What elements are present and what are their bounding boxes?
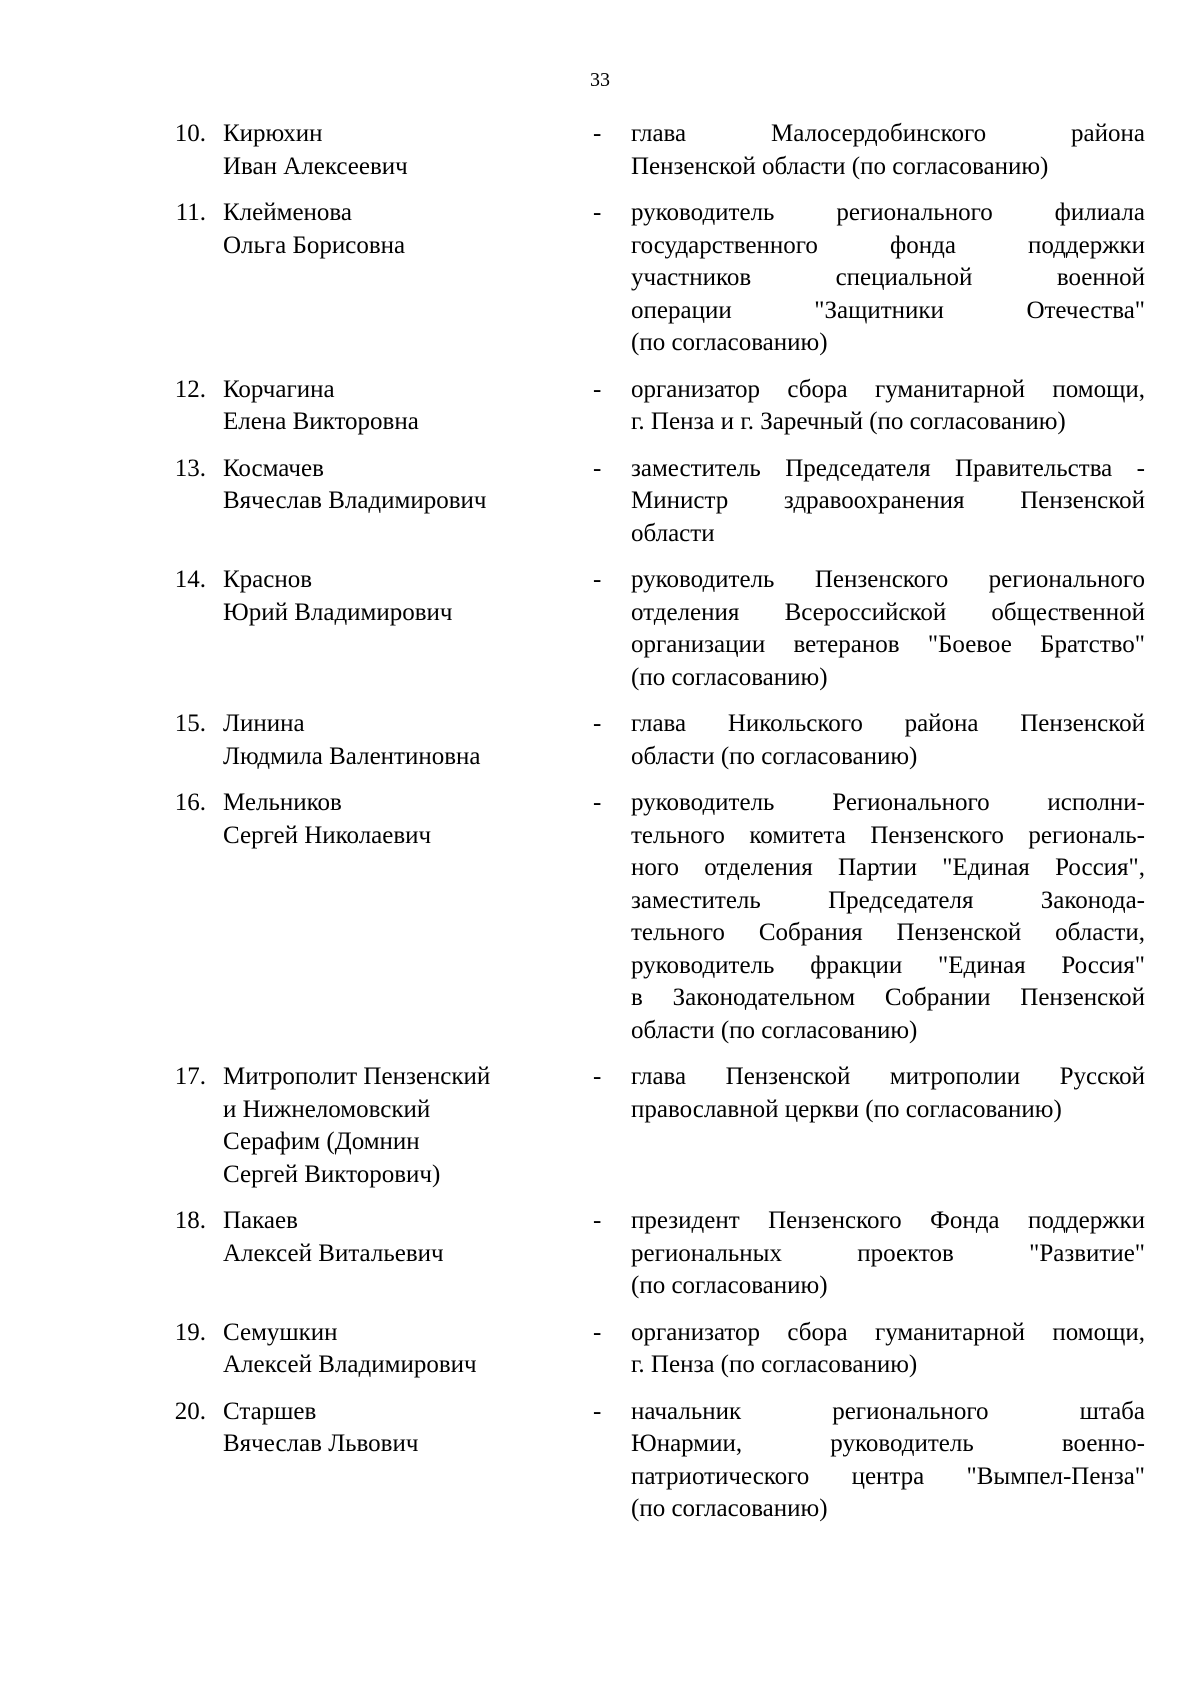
member-entry <box>0 1205 1200 1303</box>
member-role-line: глава Малосердобинского района <box>631 120 1145 147</box>
member-name-line: Алексей Витальевич <box>223 1239 444 1267</box>
separator-dash: - <box>593 789 602 816</box>
member-name <box>223 118 553 183</box>
member-role-line: заместитель Председателя Законода- <box>631 886 1145 914</box>
member-number: 19. <box>174 1318 206 1346</box>
member-role-line: (по согласованию) <box>631 1495 828 1522</box>
member-name-line: Мельников <box>223 789 342 816</box>
member-number: 18. <box>174 1207 206 1234</box>
member-name-line: Вячеслав Львович <box>223 1430 419 1457</box>
member-entry <box>0 564 1200 694</box>
member-role-line: тельного комитета Пензенского региональ- <box>631 821 1145 849</box>
member-role-line: области <box>631 519 715 547</box>
member-role-line: заместитель Председателя Правительства - <box>631 454 1145 482</box>
member-entry <box>0 1317 1200 1382</box>
member-entry <box>0 1061 1200 1191</box>
member-role-line: (по согласованию) <box>631 663 828 691</box>
member-entry <box>0 374 1200 439</box>
member-role-line: г. Пенза и г. Заречный (по согласованию) <box>631 408 1066 435</box>
member-role-line: организации ветеранов "Боевое Братство" <box>631 631 1145 658</box>
member-number: 16. <box>174 789 206 816</box>
separator-dash: - <box>593 1063 602 1090</box>
member-role-line: операции "Защитники Отечества" <box>631 296 1145 324</box>
separator-dash: - <box>593 1318 602 1346</box>
member-name-line: Елена Викторовна <box>223 408 419 435</box>
member-name-line: Алексей Владимирович <box>223 1351 477 1378</box>
member-name-line: Краснов <box>223 566 313 593</box>
member-name <box>223 1205 553 1270</box>
member-name-line: Кирюхин <box>223 120 323 147</box>
member-name-line: Ольга Борисовна <box>223 231 406 259</box>
member-number: 14. <box>174 566 206 593</box>
member-number: 13. <box>174 454 206 482</box>
page-number: 33 <box>590 69 610 91</box>
member-role-line: тельного Собрания Пензенской области, <box>631 919 1145 946</box>
member-number: 10. <box>174 120 206 147</box>
member-entry <box>0 118 1200 183</box>
member-role-line: руководитель регионального филиала <box>631 199 1145 226</box>
member-role <box>631 374 1145 439</box>
separator-dash: - <box>593 566 602 593</box>
member-number: 17. <box>174 1063 206 1090</box>
member-name-line: Корчагина <box>223 375 335 403</box>
member-role-line: Юнармии, руководитель военно- <box>631 1430 1145 1457</box>
member-name-line: Серафим (Домнин <box>223 1128 420 1155</box>
member-role-line: области (по согласованию) <box>631 1016 918 1044</box>
member-entry <box>0 197 1200 360</box>
member-role-line: ного отделения Партии "Единая Россия", <box>631 854 1145 881</box>
member-name-line: Митрополит Пензенский <box>223 1063 491 1090</box>
member-role-line: патриотического центра "Вымпел-Пенза" <box>631 1462 1145 1490</box>
member-entry <box>0 708 1200 773</box>
member-name-line: Линина <box>223 710 305 737</box>
member-role-line: глава Пензенской митрополии Русской <box>631 1063 1145 1090</box>
separator-dash: - <box>593 199 602 226</box>
member-role-line: отделения Всероссийской общественной <box>631 598 1145 626</box>
member-name-line: Пакаев <box>223 1207 298 1234</box>
member-role-line: организатор сбора гуманитарной помощи, <box>631 1318 1145 1346</box>
member-role <box>631 1061 1145 1191</box>
member-name <box>223 1061 553 1191</box>
member-name <box>223 453 553 518</box>
member-name-line: Иван Алексеевич <box>223 152 408 180</box>
member-name-line: Клейменова <box>223 199 352 226</box>
separator-dash: - <box>593 1397 602 1425</box>
separator-dash: - <box>593 454 602 482</box>
member-name-line: Людмила Валентиновна <box>223 742 481 770</box>
member-name-line: Старшев <box>223 1397 317 1425</box>
member-name-line: Сергей Николаевич <box>223 821 432 849</box>
member-name-line: Семушкин <box>223 1318 338 1346</box>
member-number: 12. <box>174 375 206 403</box>
member-role-line: Министр здравоохранения Пензенской <box>631 487 1145 514</box>
member-role <box>631 1317 1145 1382</box>
separator-dash: - <box>593 1207 602 1234</box>
member-role-line: области (по согласованию) <box>631 742 918 770</box>
member-name <box>223 197 553 262</box>
member-role-line: президент Пензенского Фонда поддержки <box>631 1207 1145 1234</box>
member-role <box>631 118 1145 183</box>
member-role-line: Пензенской области (по согласованию) <box>631 152 1049 180</box>
member-role-line: (по согласованию) <box>631 329 828 356</box>
member-number: 20. <box>174 1397 206 1425</box>
member-name-line: Сергей Викторович) <box>223 1160 441 1188</box>
separator-dash: - <box>593 120 602 147</box>
member-role-line: руководитель фракции "Единая Россия" <box>631 951 1145 979</box>
member-role-line: г. Пенза (по согласованию) <box>631 1351 918 1378</box>
member-name <box>223 564 553 629</box>
member-name <box>223 374 553 439</box>
member-role <box>631 453 1145 551</box>
member-number: 11. <box>175 199 206 226</box>
member-role <box>631 197 1145 360</box>
member-role-line: руководитель Регионального исполни- <box>631 789 1145 816</box>
member-role-line: региональных проектов "Развитие" <box>631 1239 1145 1267</box>
member-role <box>631 787 1145 1047</box>
member-name-line: Вячеслав Владимирович <box>223 487 487 514</box>
member-entry <box>0 787 1200 1047</box>
member-role-line: в Законодательном Собрании Пензенской <box>631 984 1145 1011</box>
member-name <box>223 1317 553 1382</box>
member-role <box>631 564 1145 694</box>
member-role-line: глава Никольского района Пензенской <box>631 710 1145 737</box>
member-name <box>223 787 553 852</box>
member-role-line: руководитель Пензенского регионального <box>631 566 1145 593</box>
member-name <box>223 1396 553 1461</box>
member-role-line: участников специальной военной <box>631 264 1145 291</box>
member-role <box>631 708 1145 773</box>
member-role-line: (по согласованию) <box>631 1272 828 1299</box>
separator-dash: - <box>593 710 602 737</box>
member-name-line: и Нижнеломовский <box>223 1095 431 1123</box>
member-role-line: православной церкви (по согласованию) <box>631 1095 1062 1123</box>
member-name-line: Юрий Владимирович <box>223 598 453 626</box>
member-number: 15. <box>174 710 206 737</box>
member-role-line: начальник регионального штаба <box>631 1397 1145 1425</box>
member-name-line: Космачев <box>223 454 324 482</box>
separator-dash: - <box>593 375 602 403</box>
member-role <box>631 1396 1145 1526</box>
member-role-line: государственного фонда поддержки <box>631 231 1145 259</box>
member-name <box>223 708 553 773</box>
member-list <box>0 118 1200 1540</box>
member-role-line: организатор сбора гуманитарной помощи, <box>631 375 1145 403</box>
member-role <box>631 1205 1145 1303</box>
member-entry <box>0 453 1200 551</box>
member-entry <box>0 1396 1200 1526</box>
